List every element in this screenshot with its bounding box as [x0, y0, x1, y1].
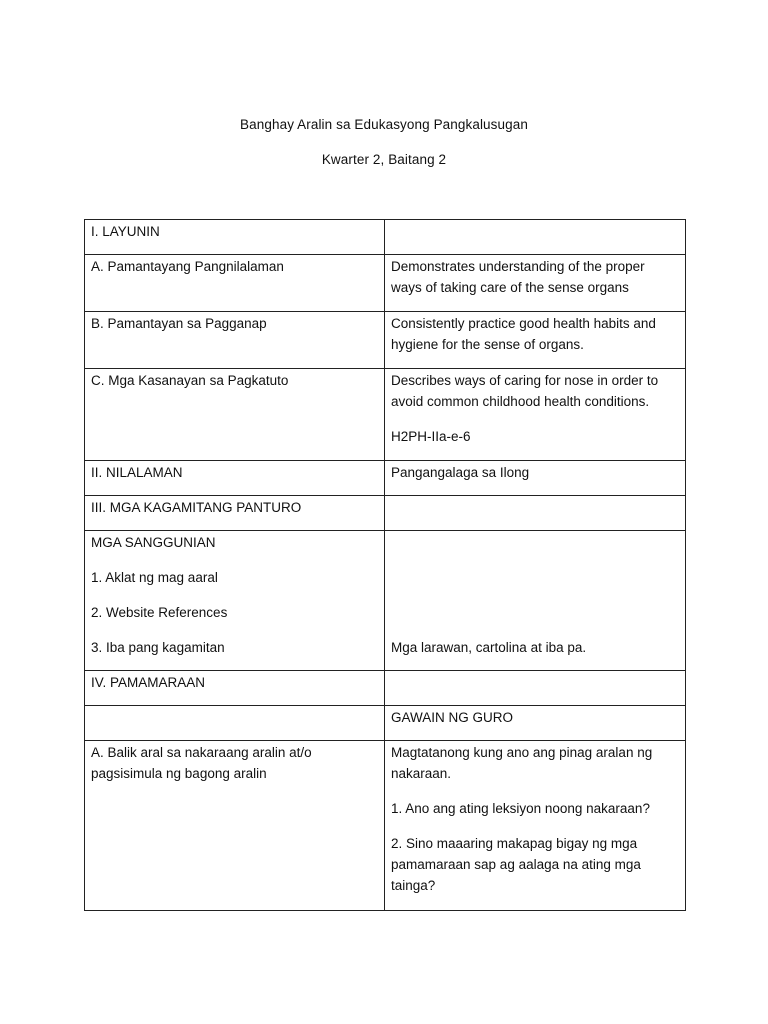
sanggunian-heading: MGA SANGGUNIAN: [91, 535, 216, 550]
cell-kasanayan-label: C. Mga Kasanayan sa Pagkatuto: [85, 369, 385, 461]
document-subtitle: Kwarter 2, Baitang 2: [321, 152, 447, 167]
cell-sanggunian-value: [385, 531, 686, 671]
sanggunian-item: 3. Iba pang kagamitan: [91, 640, 225, 655]
cell-nilalaman-value: Pangangalaga sa Ilong: [385, 461, 686, 496]
document-title: Banghay Aralin sa Edukasyong Pangkalusugan: [240, 117, 528, 132]
balik-aral-question: 1. Ano ang ating leksiyon noong nakaraan?: [391, 801, 650, 816]
table-row: [85, 312, 686, 369]
cell-pamantayang-pangnilalaman-value: Demonstrates understanding of the proper ways of taking care of the sense organs: [385, 255, 686, 312]
table-row: [85, 741, 686, 911]
cell-pamantayan-sa-pagganap-value: Consistently practice good health habits and hygiene for the sense of organs.: [385, 312, 686, 369]
table-row: [85, 220, 686, 255]
cell-sanggunian-label: [85, 531, 385, 671]
cell-layunin-value: [385, 220, 686, 255]
cell-gawain-left: [85, 706, 385, 741]
cell-kagamitan-label: III. MGA KAGAMITANG PANTURO: [85, 496, 385, 531]
cell-pamamaraan-value: [385, 671, 686, 706]
cell-kagamitan-value: [385, 496, 686, 531]
cell-nilalaman-label: II. NILALAMAN: [85, 461, 385, 496]
table-row: [85, 671, 686, 706]
cell-balik-aral-label: A. Balik aral sa nakaraang aralin at/o pagsisimula ng bagong aralin: [85, 741, 385, 911]
cell-pamamaraan-label: IV. PAMAMARAAN: [85, 671, 385, 706]
table-row: [85, 531, 686, 671]
cell-kasanayan-value: [385, 369, 686, 461]
cell-layunin-label: I. LAYUNIN: [85, 220, 385, 255]
sanggunian-item: 1. Aklat ng mag aaral: [91, 570, 218, 585]
table-row: [85, 369, 686, 461]
table-row: [85, 255, 686, 312]
sanggunian-item: 2. Website References: [91, 605, 228, 620]
kasanayan-code: H2PH-IIa-e-6: [391, 429, 471, 444]
table-row: [85, 706, 686, 741]
kasanayan-description: Describes ways of caring for nose in order to avoid common childhood health conditions.: [391, 373, 659, 409]
table-row: [85, 461, 686, 496]
lesson-plan-table: [84, 219, 686, 911]
cell-pamantayang-pangnilalaman-label: A. Pamantayang Pangnilalaman: [85, 255, 385, 312]
balik-aral-question: 2. Sino maaaring makapag bigay ng mga pamamaraan sap ag aalaga na ating mga tainga?: [391, 836, 641, 893]
cell-balik-aral-value: [385, 741, 686, 911]
table-row: [85, 496, 686, 531]
iba-pang-kagamitan-value: Mga larawan, cartolina at iba pa.: [391, 640, 587, 655]
balik-aral-intro: Magtatanong kung ano ang pinag aralan ng nakaraan.: [391, 745, 653, 781]
cell-pamantayan-sa-pagganap-label: B. Pamantayan sa Pagganap: [85, 312, 385, 369]
cell-gawain-header: GAWAIN NG GURO: [385, 706, 686, 741]
